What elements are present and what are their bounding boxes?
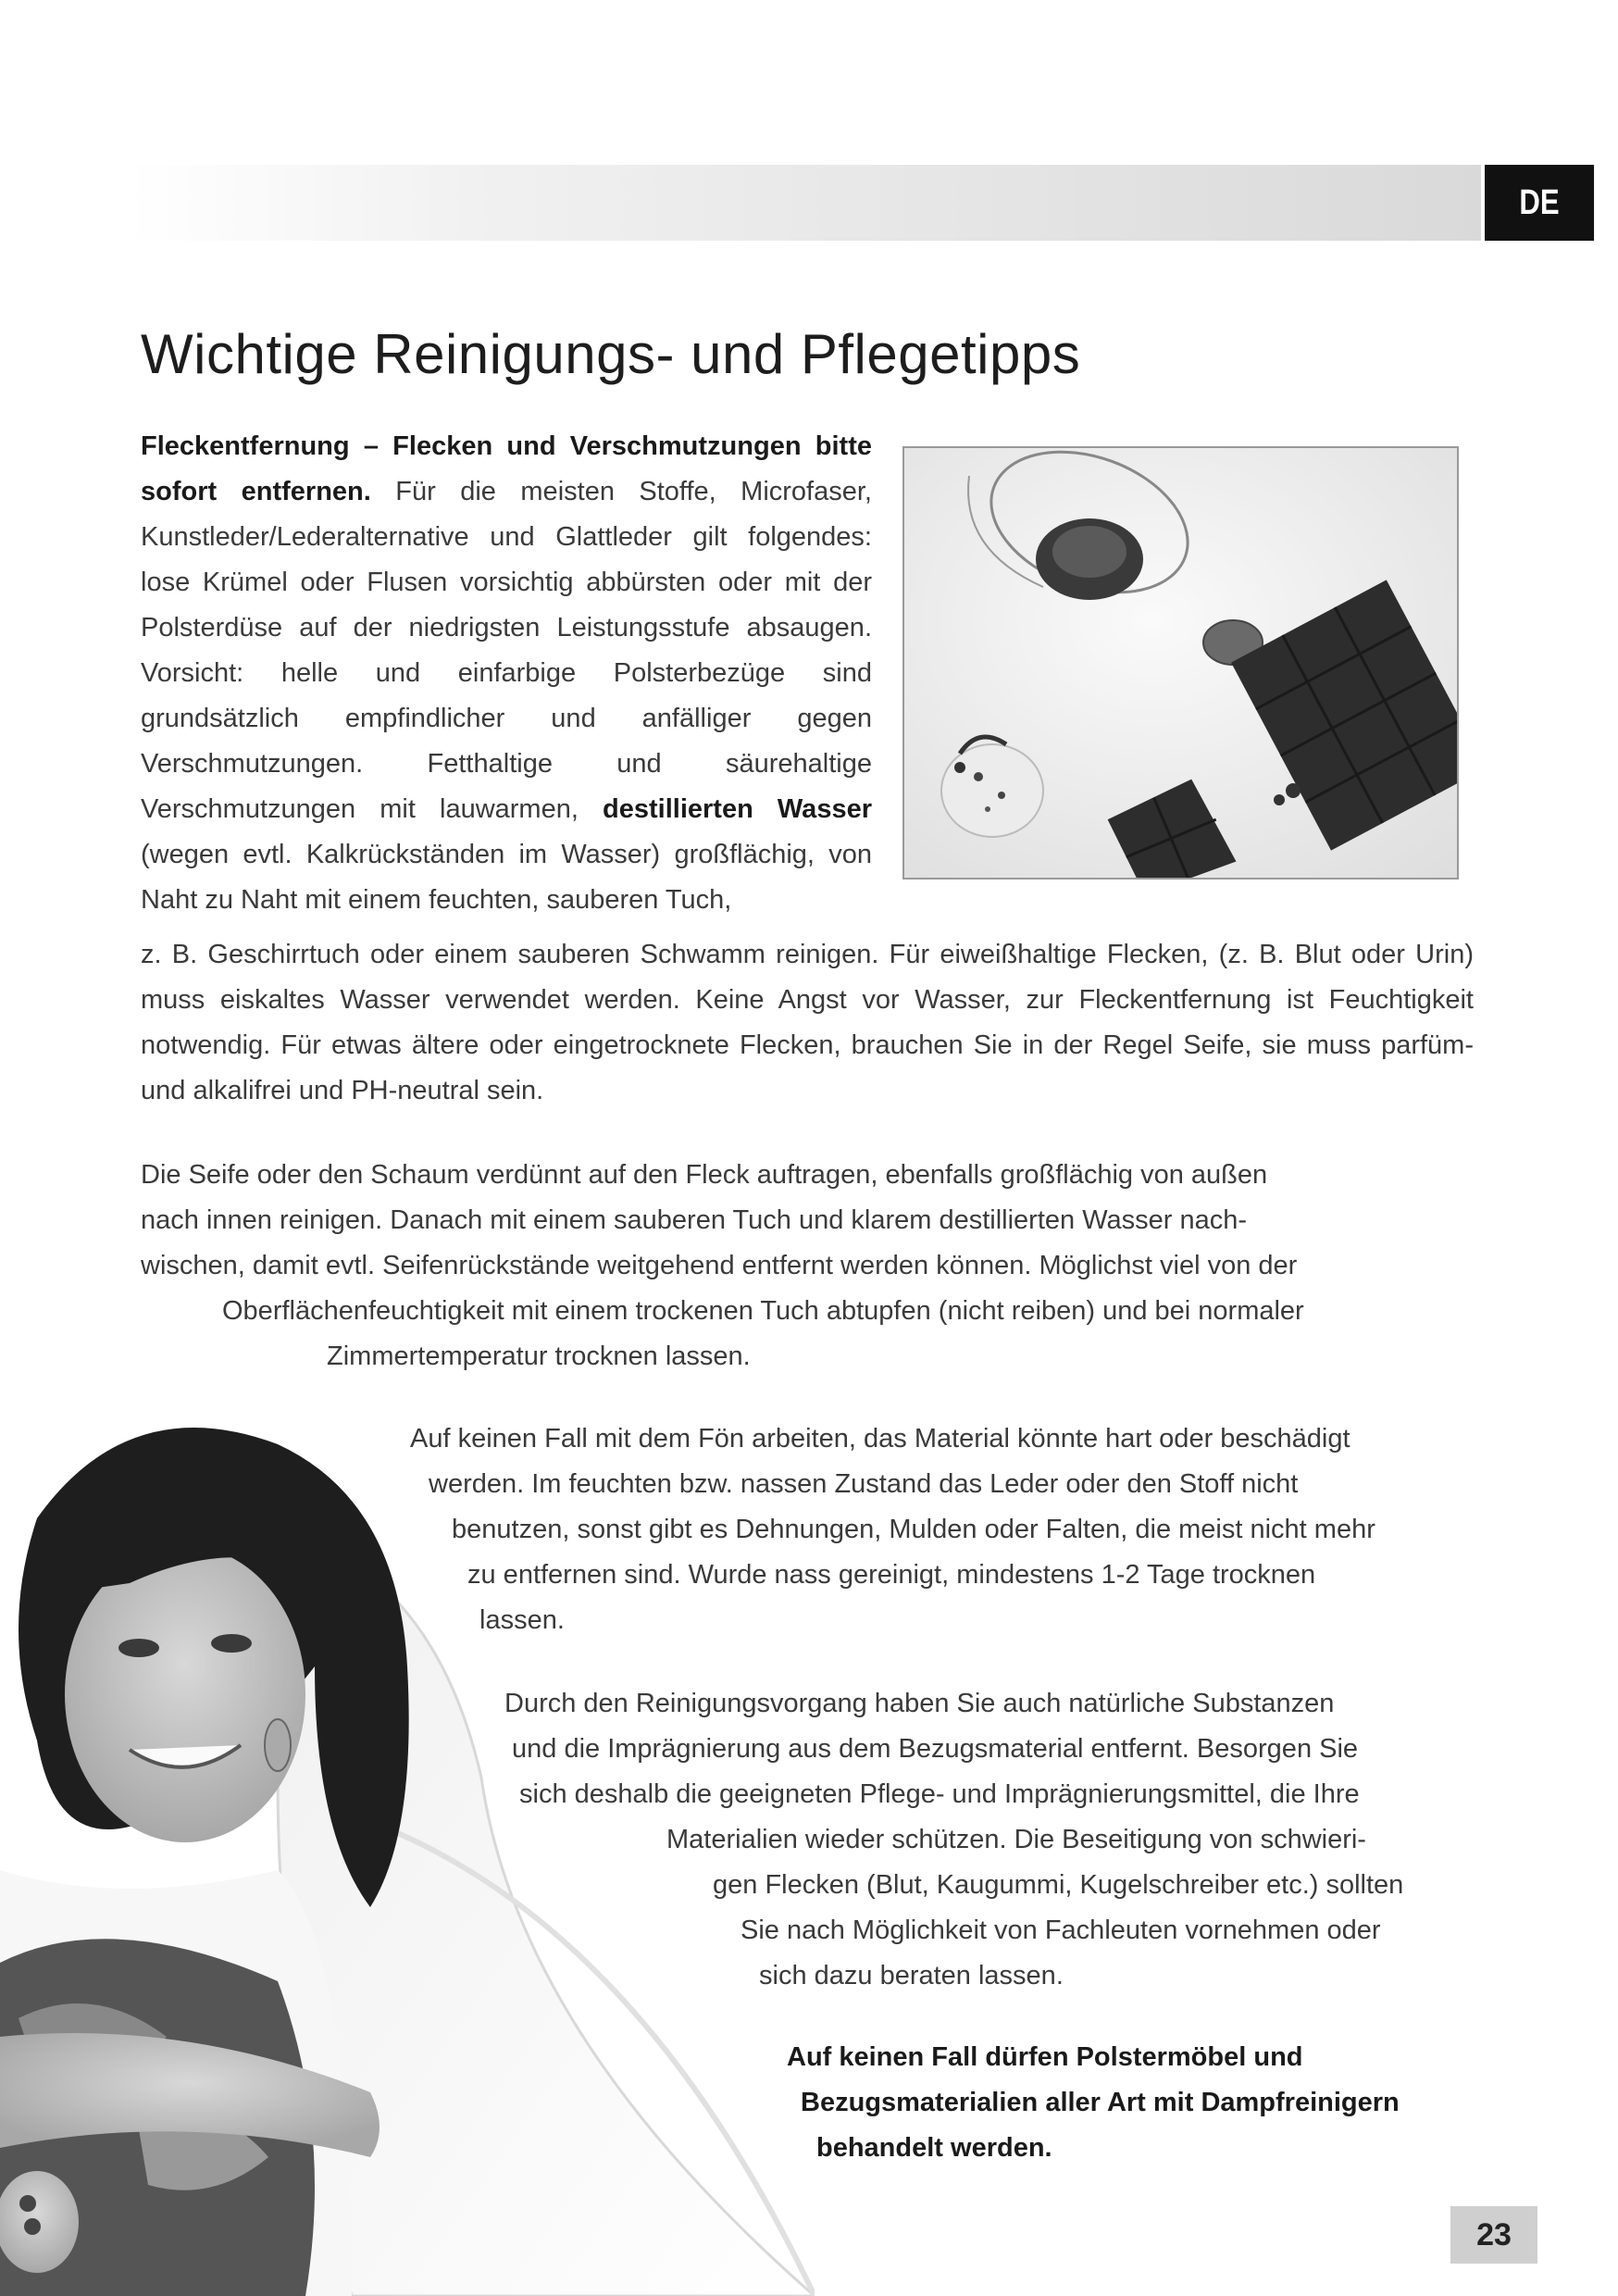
stain-photo: [902, 446, 1459, 880]
section3-line: benutzen, sonst gibt es Dehnungen, Mulden oder Falten, die meist nicht mehr: [452, 1515, 1375, 1544]
section1-paragraph: [141, 424, 872, 923]
section4-line: Materialien wieder schützen. Die Beseitigung von schwieri-: [666, 1825, 1366, 1854]
section2-line: Zimmertemperatur trocknen lassen.: [327, 1341, 751, 1371]
section3-line: lassen.: [479, 1605, 565, 1635]
section3-line: zu entfernen sind. Wurde nass gereinigt, mindestens 1-2 Tage trocknen: [467, 1560, 1316, 1590]
section2-line: Oberflächenfeuchtigkeit mit einem trockenen Tuch abtupfen (nicht reiben) und bei normaler: [222, 1296, 1304, 1326]
warning-line: behandelt werden.: [816, 2133, 1052, 2163]
section4-line: Sie nach Möglichkeit von Fachleuten vornehmen oder: [741, 1915, 1381, 1945]
warning-line: Bezugsmaterialien aller Art mit Dampfreinigern: [801, 2088, 1400, 2117]
section4-line: und die Imprägnierung aus dem Bezugsmaterial entfernt. Besorgen Sie: [512, 1734, 1359, 1764]
section2-line: nach innen reinigen. Danach mit einem sauberen Tuch und klarem destillierten Wasser nach-: [141, 1205, 1248, 1235]
section4-line: Durch den Reinigungsvorgang haben Sie auch natürliche Substanzen: [504, 1689, 1335, 1718]
header-gradient-band: [130, 165, 1481, 241]
wine-chocolate-illustration: [904, 448, 1457, 878]
section1-text-part1: Für die meisten Stoffe, Microfaser, Kunstleder/Lederalternative und Glattleder gilt folgendes: lose Krümel oder Flusen vorsichtig abbürsten oder mit der Polsterdüse auf der niedrigsten Leistungsstufe absaugen. Vorsicht: helle und einfarbige Polsterbezüge sind grundsätzlich empfindlicher und anfälliger gegen Verschmutzungen. Fetthaltige und säurehaltige Verschmutzungen mit lauwarmen,: [141, 477, 872, 824]
section4-line: sich dazu beraten lassen.: [759, 1961, 1064, 1990]
section4-line: sich deshalb die geeigneten Pflege- und Imprägnierungsmittel, die Ihre: [519, 1779, 1360, 1809]
page-number: 23: [1450, 2206, 1537, 2264]
section4-line: gen Flecken (Blut, Kaugummi, Kugelschreiber etc.) sollten: [713, 1870, 1404, 1900]
page-title: Wichtige Reinigungs- und Pflegetipps: [141, 323, 1081, 385]
section2-line: Die Seife oder den Schaum verdünnt auf den Fleck auftragen, ebenfalls großflächig von außen: [141, 1160, 1268, 1190]
language-tab: DE: [1485, 165, 1594, 241]
section2-line: wischen, damit evtl. Seifenrückstände weitgehend entfernt werden können. Möglichst viel von der: [141, 1251, 1298, 1280]
section1-lead: Fleckentfernung – Flecken und Verschmutzungen bitte sofort entfernen.: [141, 431, 872, 506]
section1-continuation: z. B. Geschirrtuch oder einem sauberen Schwamm reinigen. Für eiweißhaltige Flecken, (z. B. Blut oder Urin) muss eiskaltes Wasser verwendet werden. Keine Angst vor Wasser, zur Fleckentfernung ist Feuchtigkeit notwendig. Für etwas ältere oder eingetrocknete Flecken, brauchen Sie in der Regel Seife, sie muss parfüm- und alkalifrei und PH-neutral sein.: [141, 940, 1474, 1105]
warning-line: Auf keinen Fall dürfen Polstermöbel und: [787, 2042, 1303, 2072]
section1-emphasis: destillierten Wasser: [603, 794, 872, 824]
section3-line: Auf keinen Fall mit dem Fön arbeiten, das Material könnte hart oder beschädigt: [410, 1424, 1350, 1454]
section1-text-part2: (wegen evtl. Kalkrückständen im Wasser) großflächig, von Naht zu Naht mit einem feuchten, sauberen Tuch,: [141, 840, 872, 915]
section3-line: werden. Im feuchten bzw. nassen Zustand das Leder oder den Stoff nicht: [429, 1469, 1299, 1499]
